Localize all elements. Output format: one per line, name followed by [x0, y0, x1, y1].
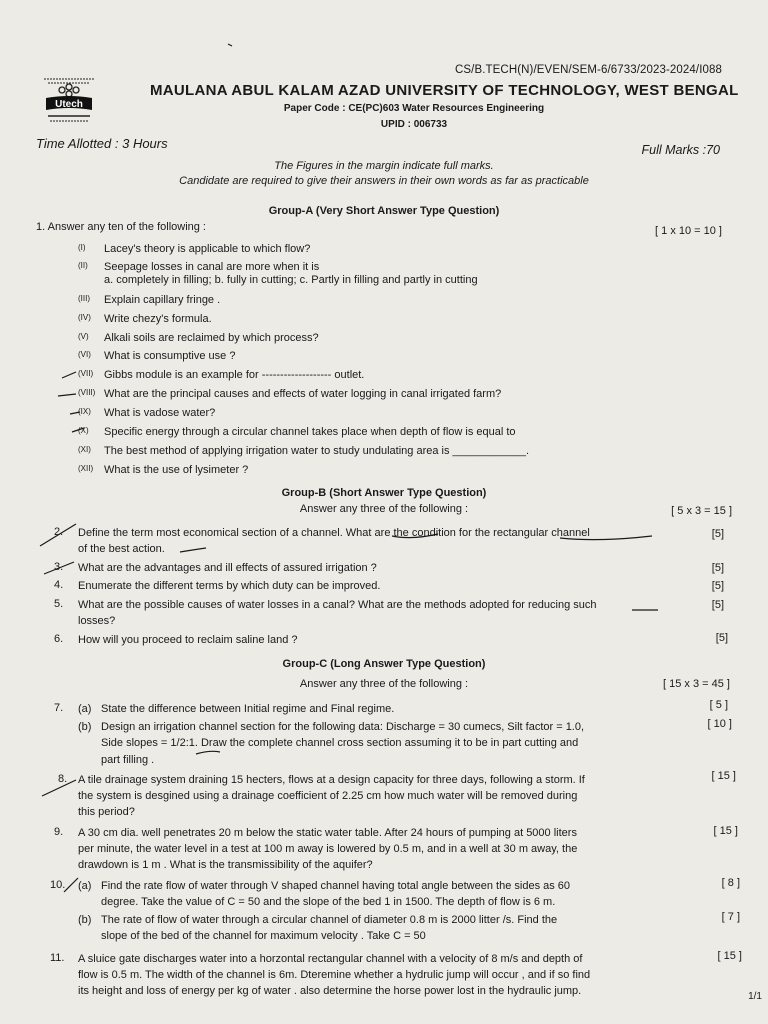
- question-text: Find the rate flow of water through V shaped channel having total angle between the sides as 60: [101, 880, 571, 892]
- question-text: A 30 cm dia. well penetrates 20 m below the static water table. After 24 hours of pumping at 5000 liters: [78, 827, 577, 839]
- item-number: (VI): [78, 350, 91, 359]
- question-marks: [ 15 ]: [711, 770, 736, 782]
- question-marks: [ 15 ]: [713, 825, 738, 837]
- question-text-cont: drawdown is 1 m . What is the transmissibility of the aquifer?: [78, 859, 373, 871]
- university-name: MAULANA ABUL KALAM AZAD UNIVERSITY OF TECHNOLOGY, WEST BENGAL: [150, 82, 739, 99]
- sub-label: (b): [78, 721, 92, 733]
- item-text: Write chezy's formula.: [104, 313, 212, 325]
- group-b-marks: [ 5 x 3 = 15 ]: [671, 505, 732, 517]
- question-marks: [5]: [711, 599, 724, 611]
- question-text: The rate of flow of water through a circular channel of diameter 0.8 m is 2000 litter /s. Find the: [101, 914, 558, 926]
- question-text: A tile drainage system draining 15 hecters, flows at a design capacity for three days, following a storm. If: [78, 774, 585, 786]
- paper-code: Paper Code : CE(PC)603 Water Resources Engineering: [283, 103, 545, 114]
- question-number: 5.: [54, 598, 64, 610]
- question-text-cont: Side slopes = 1/2:1. Draw the complete channel cross section assuming it to be in part cutting and: [101, 737, 579, 749]
- pen-underline: [180, 548, 206, 552]
- group-b-instruction: Answer any three of the following :: [299, 503, 469, 515]
- item-text: What are the principal causes and effects of water logging in canal irrigated farm?: [104, 388, 502, 400]
- question-text: State the difference between Initial regime and Final regime.: [101, 703, 395, 715]
- question-marks: [ 7 ]: [721, 911, 740, 923]
- time-allotted: Time Allotted : 3 Hours: [36, 136, 168, 151]
- candidate-note: Candidate are required to give their answers in their own words as far as practicable: [179, 175, 589, 187]
- item-number: (IX): [78, 407, 91, 416]
- pen-tick: [70, 412, 80, 414]
- pen-tick: [64, 878, 78, 892]
- group-a-instruction: 1. Answer any ten of the following :: [36, 221, 206, 233]
- question-text: Define the term most economical section of a channel. What are the condition for the rectangular channel: [78, 527, 590, 539]
- pen-tick: [62, 372, 76, 378]
- question-number: 9.: [54, 826, 64, 838]
- sub-label: (b): [78, 914, 92, 926]
- question-text: What are the possible causes of water losses in a canal? What are the methods adopted for reducing such: [78, 599, 597, 611]
- pen-tick: [58, 394, 76, 396]
- item-text: Gibbs module is an example for ------------------- outlet.: [104, 369, 365, 381]
- item-text: Explain capillary fringe .: [104, 294, 221, 306]
- group-c-instruction: Answer any three of the following :: [299, 678, 469, 690]
- question-marks: [ 8 ]: [721, 877, 740, 889]
- pen-underline: [392, 534, 438, 538]
- item-text: Alkali soils are reclaimed by which process?: [104, 332, 319, 344]
- page-number: 1/1: [748, 991, 762, 1002]
- question-text-cont: its height and loss of energy per kg of water . also determine the horse power lost in the hydraulic jump.: [78, 985, 582, 997]
- pen-underline: [196, 751, 220, 754]
- question-number: 7.: [54, 702, 64, 714]
- question-number: 6.: [54, 633, 64, 645]
- group-a-marks: [ 1 x 10 = 10 ]: [655, 225, 722, 237]
- pen-underline: [560, 536, 652, 540]
- pen-tick: [42, 780, 76, 796]
- item-text: Lacey's theory is applicable to which flow?: [104, 243, 311, 255]
- question-number: 4.: [54, 579, 64, 591]
- question-text: Design an irrigation channel section for the following data: Discharge = 30 cumecs, Silt factor = 1.0,: [101, 721, 585, 733]
- paper-code-line: CS/B.TECH(N)/EVEN/SEM-6/6733/2023-2024/I088: [454, 64, 722, 76]
- sub-label: (a): [78, 703, 92, 715]
- pen-tick: [72, 428, 84, 432]
- question-text-cont: part filling .: [101, 754, 155, 766]
- question-number: 11.: [50, 952, 65, 964]
- question-number: 10.: [50, 879, 66, 891]
- item-text: The best method of applying irrigation water to study undulating area is ____________.: [104, 445, 530, 457]
- question-marks: [5]: [711, 528, 724, 540]
- question-text-cont: per minute, the water level in a test at 100 m away is lowered by 0.5 m, and in a well at 30 m away, the: [78, 843, 578, 855]
- item-number: (VIII): [78, 388, 96, 397]
- logo-wordmark: Utech: [55, 99, 83, 110]
- group-a-item-options: a. completely in filling; b. fully in cutting; c. Partly in filling and partly in cutting: [104, 274, 478, 286]
- item-text: What is consumptive use ?: [104, 350, 236, 362]
- item-text: What is the use of lysimeter ?: [104, 464, 249, 476]
- question-marks: [ 10 ]: [707, 718, 732, 730]
- question-text-cont: losses?: [78, 615, 116, 627]
- question-marks: [5]: [715, 632, 728, 644]
- item-text: Specific energy through a circular channel takes place when depth of flow is equal to: [104, 426, 516, 438]
- group-b-title: Group-B (Short Answer Type Question): [281, 487, 487, 499]
- upid: UPID : 006733: [380, 119, 448, 130]
- sub-label: (a): [78, 880, 92, 892]
- question-number: 2.: [54, 526, 64, 538]
- pen-tick: [40, 524, 76, 546]
- question-text-cont: of the best action.: [78, 543, 165, 555]
- item-number: (XI): [78, 445, 91, 454]
- item-number: (X): [78, 426, 89, 435]
- question-text-cont: the system is desgined using a drainage coefficient of 2.25 cm how much water will be removed during: [78, 790, 578, 802]
- group-c-title: Group-C (Long Answer Type Question): [282, 658, 486, 670]
- item-number: (I): [78, 243, 86, 252]
- figures-note: The Figures in the margin indicate full marks.: [274, 160, 494, 172]
- question-marks: [ 5 ]: [709, 699, 728, 711]
- group-a-title: Group-A (Very Short Answer Type Question): [268, 205, 500, 217]
- item-number: (VII): [78, 369, 94, 378]
- item-text: Seepage losses in canal are more when it is: [104, 261, 320, 273]
- question-text: Enumerate the different terms by which duty can be improved.: [78, 580, 381, 592]
- question-text-cont: slope of the bed of the channel for maximum velocity . Take C = 50: [101, 930, 426, 942]
- item-text: What is vadose water?: [104, 407, 216, 419]
- question-text: A sluice gate discharges water into a horzontal rectangular channel with a velocity of 8 m/s and depth of: [78, 953, 583, 965]
- question-number: 3.: [54, 561, 64, 573]
- group-c-marks: [ 15 x 3 = 45 ]: [663, 678, 730, 690]
- question-text-cont: flow is 0.5 m. The width of the channel is 6m. Dteremine whether a hydrulic jump will occur , and if so find: [78, 969, 591, 981]
- question-text-cont: degree. Take the value of C = 50 and the slope of the bed 1 in 1500. The depth of flow is 6 m.: [101, 896, 556, 908]
- pen-tick: [44, 562, 74, 574]
- item-number: (V): [78, 332, 89, 341]
- question-text-cont: this period?: [78, 806, 135, 818]
- item-number: (IV): [78, 313, 91, 322]
- question-marks: [ 15 ]: [717, 950, 742, 962]
- question-number: 8.: [58, 773, 68, 785]
- full-marks: Full Marks :70: [641, 143, 720, 157]
- question-text: What are the advantages and ill effects of assured irrigation ?: [78, 562, 377, 574]
- item-number: (XII): [78, 464, 94, 473]
- item-number: (III): [78, 294, 90, 303]
- question-marks: [5]: [711, 562, 724, 574]
- pen-dot: [228, 44, 232, 46]
- question-marks: [5]: [711, 580, 724, 592]
- question-text: How will you proceed to reclaim saline land ?: [78, 634, 298, 646]
- item-number: (II): [78, 261, 88, 270]
